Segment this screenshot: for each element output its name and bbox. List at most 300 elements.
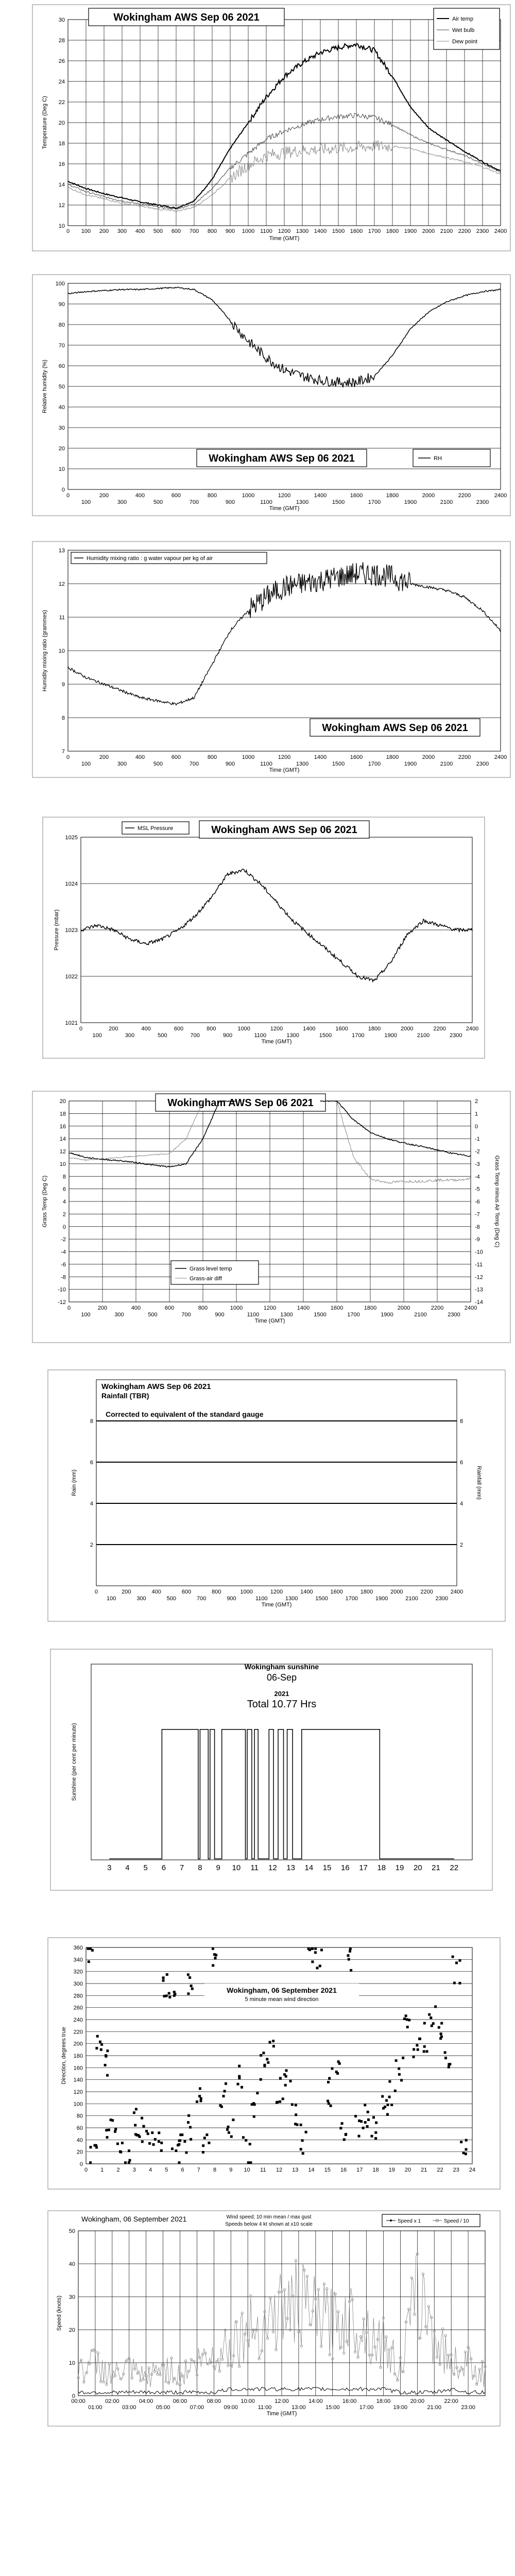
temperature-x-tick-label: 700: [189, 228, 199, 234]
humidity-x-tick-label: 100: [81, 499, 91, 505]
wind-direction-data-point: [395, 2059, 398, 2062]
rainfall-x-tick-label: 800: [212, 1589, 221, 1595]
wind-direction-data-point: [90, 2146, 92, 2148]
wind-direction-data-point: [394, 2090, 397, 2092]
wind-speed-x-tick-label: 04:00: [139, 2398, 153, 2404]
grass-temp-y-tick-label: -12: [58, 1299, 66, 1306]
wind-direction-data-point: [305, 2131, 307, 2133]
wind-direction-data-point: [187, 1973, 190, 1976]
wind-direction-data-point: [430, 2016, 432, 2019]
grass-temp-y-axis-label: Grass Temp (Deg C): [42, 1175, 48, 1228]
wind-direction-data-point: [139, 2136, 141, 2138]
wind-speed-y-tick-label: 50: [68, 2228, 75, 2234]
humidity-x-tick-label: 1700: [368, 499, 381, 505]
wind-direction-data-point: [128, 2161, 130, 2164]
mixing-ratio-x-tick-label: 2300: [476, 761, 489, 767]
wind-direction-data-point: [440, 2022, 443, 2025]
rainfall-y-tick-label: 2: [90, 1542, 93, 1548]
wind-direction-data-point: [105, 2054, 107, 2057]
pressure-x-tick-label: 2000: [401, 1026, 414, 1032]
wind-direction-data-point: [372, 2116, 375, 2119]
wind-direction-data-point: [133, 2111, 135, 2114]
mixing-ratio-x-tick-label: 400: [135, 754, 145, 760]
grass-temp-x-tick-label: 2200: [431, 1305, 444, 1311]
wind-direction-data-point: [95, 2047, 98, 2049]
grass-temp-right-axis-label: Grass Temp minus Air Temp (Deg C): [494, 1155, 500, 1248]
mixing-ratio-chart-panel: [32, 541, 511, 778]
wind-speed-x-tick-label: 09:00: [224, 2404, 238, 2411]
mixing-ratio-x-tick-label: 2100: [440, 761, 453, 767]
mixing-ratio-x-tick-label: 2200: [458, 754, 471, 760]
wind-direction-data-point: [189, 2126, 192, 2129]
wind-speed-x-tick-label: 23:00: [461, 2404, 475, 2411]
wind-direction-data-point: [375, 2122, 377, 2124]
wind-direction-data-point: [256, 2092, 259, 2094]
grass-temp-right-tick-label: -5: [475, 1186, 480, 1193]
wind-direction-data-point: [455, 1961, 458, 1964]
wind-speed-x-tick-label: 19:00: [393, 2404, 408, 2411]
humidity-x-tick-label: 300: [117, 499, 127, 505]
grass-temp-right-tick-label: -13: [475, 1286, 483, 1293]
grass-temp-right-tick-label: -8: [475, 1224, 480, 1230]
temperature-x-tick-label: 1300: [296, 228, 309, 234]
wind-direction-data-point: [289, 2080, 292, 2082]
wind-direction-y-tick-label: 220: [73, 2029, 83, 2036]
wind-direction-x-tick-label: 15: [324, 2167, 331, 2173]
wind-direction-data-point: [285, 2075, 287, 2078]
wind-direction-data-point: [260, 2054, 262, 2057]
pressure-y-tick-label: 1022: [65, 974, 78, 980]
wind-direction-data-point: [183, 2140, 186, 2143]
wind-direction-data-point: [301, 2139, 304, 2142]
wind-direction-data-point: [434, 2005, 437, 2008]
humidity-y-tick-label: 0: [61, 487, 65, 493]
wind-direction-data-point: [431, 2025, 433, 2027]
sunshine-x-tick-label: 14: [304, 1863, 314, 1872]
wind-speed-x-tick-label: 13:00: [291, 2404, 306, 2411]
pressure-x-tick-label: 1000: [237, 1026, 250, 1032]
wind-direction-data-point: [128, 2149, 130, 2152]
wind-direction-data-point: [148, 2142, 151, 2145]
wind-direction-y-tick-label: 40: [76, 2137, 83, 2144]
pressure-x-tick-label: 1900: [384, 1032, 397, 1039]
mixing-ratio-x-tick-label: 900: [225, 761, 235, 767]
wind-direction-data-point: [160, 2142, 163, 2144]
wind-speed-chart: [47, 2210, 501, 2427]
wind-direction-y-tick-label: 20: [76, 2149, 83, 2156]
temperature-x-tick-label: 2300: [476, 228, 489, 234]
mixing-ratio-x-tick-label: 300: [117, 761, 127, 767]
rainfall-x-tick-label: 1400: [300, 1589, 313, 1595]
rainfall-x-tick-label: 200: [122, 1589, 131, 1595]
rainfall-y-tick-label: 8: [90, 1418, 93, 1425]
wind-direction-data-point: [398, 2067, 400, 2070]
wind-direction-data-point: [141, 2117, 143, 2120]
wind-direction-data-point: [382, 2107, 385, 2110]
wind-direction-data-point: [320, 1948, 323, 1951]
wind-direction-data-point: [386, 2113, 389, 2116]
wind-direction-data-point: [171, 2147, 174, 2150]
wind-direction-x-tick-label: 11: [260, 2167, 266, 2173]
pressure-x-tick-label: 2400: [466, 1026, 479, 1032]
pressure-x-tick-label: 1300: [286, 1032, 299, 1039]
mixing-ratio-legend-label: Humidity mixing ratio : g water vapour per kg of air: [87, 555, 213, 562]
wind-direction-data-point: [285, 2069, 288, 2072]
sunshine-total: Total 10.77 Hrs: [247, 1699, 317, 1710]
mixing-ratio-x-tick-label: 200: [99, 754, 109, 760]
wind-direction-data-point: [388, 2096, 391, 2098]
grass-temp-x-tick-label: 2300: [448, 1312, 460, 1318]
wind-direction-data-point: [354, 2115, 357, 2117]
humidity-x-tick-label: 800: [207, 493, 217, 499]
sunshine-x-tick-label: 18: [377, 1863, 386, 1872]
wind-direction-data-point: [145, 2130, 148, 2132]
wind-direction-data-point: [100, 2048, 102, 2051]
humidity-y-axis-label: Relative humidity (%): [42, 360, 48, 413]
wind-direction-data-point: [202, 2151, 204, 2154]
wind-direction-y-tick-label: 260: [73, 2005, 83, 2011]
sunshine-x-tick-label: 5: [143, 1863, 148, 1872]
grass-temp-y-tick-label: 10: [59, 1161, 66, 1167]
humidity-y-tick-label: 60: [58, 363, 65, 369]
temperature-x-tick-label: 1800: [386, 228, 399, 234]
wind-direction-data-point: [327, 2100, 329, 2103]
sunshine-x-tick-label: 3: [107, 1863, 112, 1872]
wind-direction-data-point: [203, 2137, 206, 2139]
wind-direction-data-point: [358, 2120, 360, 2122]
wind-direction-data-point: [350, 1969, 352, 1972]
grass-temp-right-tick-label: 1: [475, 1111, 478, 1117]
rainfall-y-tick-label: 4: [90, 1501, 93, 1507]
sunshine-x-tick-label: 12: [268, 1863, 277, 1872]
grass-temp-x-tick-label: 1000: [230, 1305, 243, 1311]
wind-direction-y-tick-label: 280: [73, 1993, 83, 1999]
humidity-x-tick-label: 1500: [332, 499, 345, 505]
pressure-x-tick-label: 300: [125, 1032, 135, 1039]
wind-speed-y-tick-label: 40: [68, 2261, 75, 2267]
rainfall-x-tick-label: 1000: [240, 1589, 253, 1595]
wind-direction-data-point: [405, 2014, 407, 2017]
wind-direction-data-point: [163, 1995, 166, 1997]
grass-temp-x-tick-label: 1700: [347, 1312, 360, 1318]
pressure-x-tick-label: 1600: [335, 1026, 348, 1032]
wind-direction-data-point: [214, 1957, 217, 1959]
wind-direction-data-point: [453, 1981, 456, 1984]
mixing-ratio-x-tick-label: 1400: [314, 754, 327, 760]
wind-direction-data-point: [328, 2077, 331, 2080]
wind-direction-data-point: [88, 1960, 90, 1963]
wind-direction-data-point: [417, 2048, 419, 2051]
wind-direction-data-point: [438, 2026, 440, 2029]
grass-temp-x-tick-label: 200: [97, 1305, 108, 1311]
wind-direction-data-point: [119, 2150, 122, 2153]
mixing-ratio-x-tick-label: 1100: [260, 761, 272, 767]
grass-temp-x-tick-label: 2000: [397, 1305, 410, 1311]
pressure-x-tick-label: 700: [190, 1032, 200, 1039]
pressure-y-tick-label: 1025: [65, 835, 78, 841]
temperature-x-tick-label: 800: [207, 228, 217, 234]
wind-direction-data-point: [135, 2108, 138, 2110]
rainfall-x-tick-label: 1700: [345, 1596, 358, 1602]
sunshine-title: Wokingham sunshine: [244, 1663, 319, 1671]
sunshine-chart: [50, 1649, 493, 1891]
humidity-x-tick-label: 1100: [260, 499, 272, 505]
wind-direction-data-point: [249, 2143, 251, 2145]
wind-direction-data-point: [341, 2122, 344, 2125]
wind-direction-data-point: [294, 2123, 297, 2125]
pressure-y-tick-label: 1021: [65, 1020, 78, 1026]
wind-speed-x-tick-label: 22:00: [444, 2398, 458, 2404]
mixing-ratio-y-tick-label: 11: [59, 615, 65, 621]
mixing-ratio-x-tick-label: 1200: [278, 754, 291, 760]
grass-temp-x-tick-label: 100: [81, 1312, 91, 1318]
wind-direction-y-tick-label: 340: [73, 1957, 83, 1963]
humidity-y-tick-label: 30: [58, 425, 65, 431]
mixing-ratio-y-tick-label: 10: [58, 648, 65, 654]
wind-direction-data-point: [222, 2095, 225, 2097]
wind-direction-data-point: [327, 2081, 330, 2083]
grass-temp-title: Wokingham AWS Sep 06 2021: [167, 1097, 314, 1109]
wind-direction-y-tick-label: 120: [73, 2089, 83, 2095]
wind-speed-subtitle: Wind speed; 10 min mean / max gust: [226, 2214, 312, 2220]
grass-temp-y-tick-label: 4: [62, 1199, 66, 1205]
grass-temp-y-tick-label: -8: [61, 1274, 66, 1281]
wind-direction-data-point: [381, 2095, 384, 2098]
wind-direction-data-point: [187, 1992, 190, 1995]
rainfall-chart-panel: [47, 1369, 506, 1622]
humidity-y-tick-label: 50: [58, 384, 65, 390]
grass-temp-right-tick-label: -10: [475, 1249, 483, 1256]
pressure-x-tick-label: 1800: [368, 1026, 381, 1032]
wind-direction-data-point: [106, 2074, 109, 2077]
wind-direction-y-tick-label: 200: [73, 2041, 83, 2047]
wind-speed-y-tick-label: 20: [68, 2327, 75, 2333]
mixing-ratio-y-tick-label: 7: [61, 749, 65, 755]
wind-direction-x-tick-label: 14: [308, 2167, 315, 2173]
temperature-x-tick-label: 1900: [404, 228, 417, 234]
humidity-y-tick-label: 70: [58, 343, 65, 349]
wind-speed-x-tick-label: 10:00: [241, 2398, 255, 2404]
humidity-x-tick-label: 1400: [314, 493, 327, 499]
wind-direction-data-point: [413, 2056, 415, 2058]
wind-direction-data-point: [300, 2124, 302, 2126]
wind-direction-data-point: [423, 2022, 426, 2025]
wind-direction-y-tick-label: 320: [73, 1969, 83, 1975]
humidity-y-tick-label: 80: [58, 322, 65, 328]
wind-direction-data-point: [187, 2121, 190, 2124]
sunshine-x-tick-label: 13: [286, 1863, 295, 1872]
grass-temp-x-tick-label: 2400: [464, 1305, 477, 1311]
wind-direction-data-point: [408, 2019, 410, 2021]
temperature-x-tick-label: 200: [99, 228, 109, 234]
wind-direction-y-axis-label: Direction, degrees true: [61, 2027, 67, 2084]
pressure-x-tick-label: 900: [222, 1032, 233, 1039]
wind-direction-data-point: [152, 2143, 155, 2146]
mixing-ratio-y-tick-label: 12: [58, 581, 65, 587]
wind-direction-data-point: [158, 2140, 160, 2143]
wind-direction-data-point: [212, 1964, 214, 1967]
sunshine-x-tick-label: 4: [125, 1863, 130, 1872]
wind-direction-data-point: [225, 2082, 227, 2085]
wind-direction-data-point: [314, 1947, 317, 1950]
wind-direction-data-point: [124, 2161, 127, 2164]
wind-direction-data-point: [374, 2137, 377, 2140]
temperature-x-tick-label: 1000: [242, 228, 255, 234]
pressure-x-tick-label: 1500: [319, 1032, 332, 1039]
mixing-ratio-title: Wokingham AWS Sep 06 2021: [322, 722, 468, 734]
temperature-x-tick-label: 600: [171, 228, 181, 234]
wind-direction-data-point: [440, 2032, 442, 2035]
rainfall-right-axis-label: Rainfall (mm): [476, 1466, 482, 1500]
wind-direction-data-point: [199, 2087, 201, 2090]
rainfall-x-tick-label: 100: [106, 1596, 116, 1602]
grass-temp-y-tick-label: 0: [62, 1224, 66, 1230]
wind-direction-data-point: [449, 2063, 451, 2065]
wind-direction-data-point: [162, 1979, 165, 1982]
pressure-x-tick-label: 1700: [352, 1032, 365, 1039]
mixing-ratio-y-axis-label: Humidity mixing ratio (grammes): [42, 609, 48, 692]
sunshine-x-tick-label: 10: [232, 1863, 241, 1872]
sunshine-x-tick-label: 17: [359, 1863, 368, 1872]
rainfall-y-tick-label: 6: [90, 1460, 93, 1466]
humidity-x-tick-label: 1600: [350, 493, 363, 499]
wind-direction-data-point: [347, 1954, 350, 1957]
rainfall-right-tick-label: 4: [460, 1501, 464, 1507]
wind-direction-data-point: [444, 2051, 447, 2054]
grass-temp-right-tick-label: -11: [475, 1261, 483, 1268]
temperature-x-tick-label: 1700: [368, 228, 381, 234]
wind-direction-data-point: [178, 2161, 181, 2164]
humidity-x-tick-label: 1300: [296, 499, 309, 505]
temperature-chart-panel: [32, 4, 511, 251]
wind-direction-data-point: [91, 1949, 94, 1952]
wind-speed-x-tick-label: 07:00: [190, 2404, 204, 2411]
wind-direction-data-point: [403, 2018, 406, 2020]
humidity-chart: [32, 274, 511, 516]
rainfall-x-tick-label: 2300: [435, 1596, 449, 1602]
temperature-x-tick-label: 2100: [440, 228, 453, 234]
grass-temp-y-tick-label: -2: [61, 1236, 66, 1243]
wind-direction-data-point: [282, 2097, 284, 2100]
mixing-ratio-y-tick-label: 9: [61, 682, 65, 688]
wind-direction-data-point: [114, 2130, 116, 2133]
temperature-legend-label: Air temp: [452, 16, 473, 22]
mixing-ratio-y-tick-label: 8: [61, 715, 65, 721]
wind-direction-x-tick-label: 23: [453, 2167, 459, 2173]
wind-direction-data-point: [228, 2131, 230, 2134]
wind-direction-data-point: [202, 2144, 204, 2147]
pressure-title: Wokingham AWS Sep 06 2021: [211, 824, 357, 836]
wind-direction-data-point: [385, 2099, 388, 2102]
temperature-y-tick-label: 16: [58, 161, 65, 167]
rainfall-x-tick-label: 300: [136, 1596, 146, 1602]
wind-direction-data-point: [108, 2129, 110, 2131]
humidity-x-tick-label: 600: [171, 493, 181, 499]
rainfall-x-tick-label: 0: [94, 1589, 98, 1595]
wind-direction-data-point: [190, 1985, 193, 1987]
grass-temp-right-tick-label: -2: [475, 1148, 480, 1155]
wind-direction-y-tick-label: 0: [79, 2161, 83, 2167]
wind-direction-x-tick-label: 0: [84, 2167, 88, 2173]
grass-temp-y-tick-label: -4: [61, 1249, 66, 1256]
wind-direction-data-point: [143, 2125, 145, 2128]
wind-direction-data-point: [374, 2131, 377, 2134]
rainfall-x-tick-label: 600: [181, 1589, 192, 1595]
rainfall-chart: [47, 1369, 506, 1622]
wind-direction-x-tick-label: 2: [116, 2167, 120, 2173]
wind-speed-x-tick-label: 01:00: [88, 2404, 102, 2411]
wind-direction-data-point: [413, 2048, 415, 2050]
wind-direction-x-tick-label: 24: [469, 2167, 476, 2173]
wind-direction-data-point: [213, 1953, 216, 1956]
wind-direction-chart: [47, 1937, 501, 2190]
pressure-x-tick-label: 1100: [254, 1032, 267, 1039]
grass-temp-legend-label: Grass-air diff: [190, 1276, 222, 1282]
wind-direction-y-tick-label: 160: [73, 2065, 83, 2072]
grass-temp-legend-label: Grass level temp: [190, 1266, 232, 1272]
sunshine-x-tick-label: 20: [413, 1863, 422, 1872]
wind-direction-data-point: [226, 2128, 229, 2131]
rainfall-subtitle: Rainfall (TBR): [101, 1392, 149, 1400]
grass-temp-x-tick-label: 0: [67, 1305, 71, 1311]
rainfall-x-tick-label: 1100: [255, 1596, 268, 1602]
wind-speed-x-tick-label: 02:00: [105, 2398, 119, 2404]
wind-direction-data-point: [465, 2148, 468, 2151]
wind-direction-data-point: [134, 2124, 136, 2127]
wind-direction-data-point: [432, 2022, 435, 2025]
temperature-y-axis-label: Temperature (Deg C): [42, 96, 48, 149]
wind-direction-data-point: [406, 2018, 408, 2021]
pressure-legend-label: MSL Pressure: [138, 825, 174, 832]
wind-direction-data-point: [116, 2143, 119, 2145]
wind-direction-data-point: [154, 2138, 157, 2141]
wind-speed-y-tick-label: 30: [68, 2294, 75, 2300]
rainfall-right-tick-label: 2: [460, 1542, 464, 1548]
humidity-y-tick-label: 40: [58, 404, 65, 411]
temperature-y-tick-label: 20: [58, 120, 65, 126]
wind-direction-data-point: [331, 2067, 334, 2070]
wind-direction-x-tick-label: 5: [165, 2167, 168, 2173]
grass-temp-right-tick-label: 0: [475, 1123, 478, 1130]
wind-direction-data-point: [279, 2100, 281, 2103]
wind-direction-data-point: [458, 1982, 461, 1985]
wind-direction-data-point: [187, 2114, 190, 2117]
wind-speed-legend-label: Speed x 1: [398, 2218, 421, 2224]
temperature-y-tick-label: 22: [58, 99, 65, 106]
wind-direction-data-point: [402, 2057, 404, 2059]
wind-direction-data-point: [279, 2077, 282, 2079]
wind-speed-x-tick-label: 15:00: [325, 2404, 340, 2411]
temperature-y-tick-label: 26: [58, 58, 65, 64]
grass-temp-x-tick-label: 1400: [297, 1305, 310, 1311]
wind-direction-data-point: [284, 2084, 287, 2087]
pressure-x-tick-label: 2200: [433, 1026, 446, 1032]
wind-direction-x-tick-label: 17: [356, 2167, 363, 2173]
wind-speed-y-axis-label: Speed (knots): [56, 2295, 62, 2331]
pressure-x-tick-label: 600: [174, 1026, 184, 1032]
wind-direction-data-point: [106, 2136, 109, 2139]
wind-direction-data-point: [319, 1964, 321, 1967]
wind-direction-data-point: [249, 2161, 252, 2164]
temperature-x-tick-label: 500: [153, 228, 163, 234]
rainfall-right-tick-label: 6: [460, 1460, 464, 1466]
wind-direction-data-point: [400, 2079, 403, 2081]
wind-direction-data-point: [160, 2149, 163, 2152]
wind-speed-x-tick-label: 12:00: [274, 2398, 289, 2404]
mixing-ratio-x-tick-label: 800: [207, 754, 217, 760]
temperature-x-tick-label: 1400: [314, 228, 327, 234]
grass-temp-right-tick-label: -12: [475, 1274, 483, 1281]
